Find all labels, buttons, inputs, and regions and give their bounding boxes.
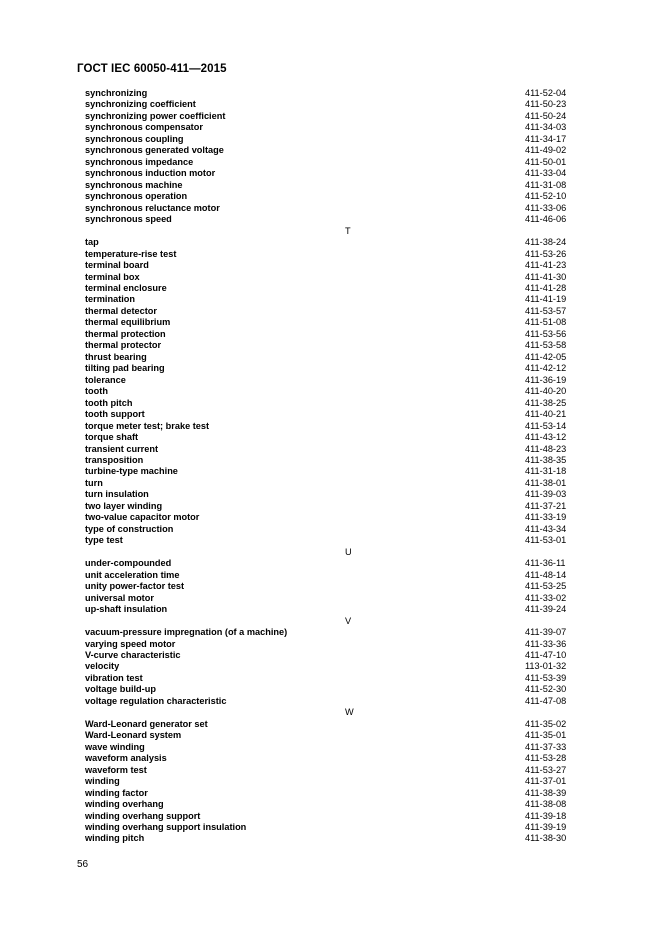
entry-term: voltage build-up <box>85 684 156 695</box>
entry-code: 411-34-03 <box>525 122 567 133</box>
index-entry <box>85 421 571 432</box>
entry-term: synchronous coupling <box>85 133 184 144</box>
index-entry <box>85 558 571 569</box>
document-header: ГОСТ IEC 60050-411—2015 <box>77 63 227 75</box>
index-entry <box>85 501 571 512</box>
entry-term: vibration test <box>85 672 143 683</box>
entry-code: 411-53-58 <box>525 340 567 351</box>
entry-code: 411-39-03 <box>525 489 567 500</box>
entry-term: synchronous compensator <box>85 122 203 133</box>
index-entry <box>85 352 571 363</box>
entry-term: synchronizing <box>85 88 148 98</box>
index-entry <box>85 811 571 822</box>
entry-code: 411-43-34 <box>525 523 567 534</box>
section-letter: V <box>345 615 352 626</box>
index-entry <box>85 329 571 340</box>
entry-code: 411-52-30 <box>525 684 567 695</box>
entry-term: under-compounded <box>85 558 172 569</box>
index-entry <box>85 191 571 202</box>
entry-term: tilting pad bearing <box>85 363 165 374</box>
entry-code: 411-38-30 <box>525 833 567 844</box>
entry-term: thrust bearing <box>85 351 147 362</box>
entry-term: torque meter test; brake test <box>85 420 210 431</box>
entry-code: 411-48-23 <box>525 443 567 454</box>
entry-code: 411-53-39 <box>525 672 567 683</box>
index-entry <box>85 432 571 443</box>
entry-code: 411-37-21 <box>525 500 567 511</box>
index-entry <box>85 145 571 156</box>
entry-term: tolerance <box>85 374 126 385</box>
entry-code: 411-39-18 <box>525 810 567 821</box>
entry-code: 411-52-10 <box>525 191 567 202</box>
entry-code: 411-35-02 <box>525 718 567 729</box>
entry-code: 411-38-25 <box>525 397 567 408</box>
entry-term: vacuum-pressure impregnation (of a machine) <box>85 627 288 638</box>
entry-term: termination <box>85 294 136 305</box>
entry-term: terminal enclosure <box>85 282 167 293</box>
index-entry <box>85 375 571 386</box>
index-entry <box>85 203 571 214</box>
index-entry <box>85 639 571 650</box>
entry-code: 411-41-30 <box>525 271 567 282</box>
index-entry <box>85 294 571 305</box>
entry-term: transposition <box>85 455 144 465</box>
entry-term: winding <box>85 776 120 787</box>
entry-code: 411-49-02 <box>525 145 567 156</box>
entry-code: 411-53-26 <box>525 248 567 259</box>
entry-code: 411-40-20 <box>525 386 567 397</box>
index-entry <box>85 776 571 787</box>
entry-term: thermal protector <box>85 340 162 351</box>
entry-term: synchronous speed <box>85 214 172 225</box>
entry-term: type of construction <box>85 523 174 534</box>
index-entry <box>85 99 571 110</box>
entry-code: 411-34-17 <box>525 133 567 144</box>
entry-code: 113-01-32 <box>525 661 567 672</box>
entry-term: terminal box <box>85 271 140 282</box>
entry-code: 411-51-08 <box>525 317 567 328</box>
entry-term: thermal equilibrium <box>85 317 171 328</box>
entry-term: synchronizing coefficient <box>85 99 196 110</box>
entry-code: 411-42-12 <box>525 363 567 374</box>
entry-term: turn <box>85 477 103 488</box>
entry-term: synchronous machine <box>85 179 183 190</box>
entry-code: 411-36-19 <box>525 374 567 385</box>
entry-code: 411-47-10 <box>525 649 567 660</box>
index-entry <box>85 719 571 730</box>
index-entry <box>85 466 571 477</box>
entry-term: Ward-Leonard generator set <box>85 718 208 729</box>
section-letter: T <box>345 225 351 236</box>
entry-code: 411-53-14 <box>525 420 567 431</box>
index-entry <box>85 604 571 615</box>
index-entry <box>85 512 571 523</box>
entry-code: 411-43-12 <box>525 432 567 443</box>
index-entry <box>85 249 571 260</box>
index-entry <box>85 409 571 420</box>
entry-term: transient current <box>85 443 159 454</box>
index-entry <box>85 237 571 248</box>
entry-term: universal motor <box>85 592 154 603</box>
entry-term: unit acceleration time <box>85 569 180 580</box>
entry-code: 411-37-33 <box>525 741 567 752</box>
index-entry <box>85 88 571 99</box>
index-entry <box>85 478 571 489</box>
section-letter-row <box>85 226 571 237</box>
entry-code: 411-53-28 <box>525 753 567 764</box>
page-number: 56 <box>77 859 89 870</box>
entry-term: synchronous reluctance motor <box>85 202 220 213</box>
entry-term: waveform analysis <box>85 753 167 764</box>
entry-term: waveform test <box>85 764 147 775</box>
section-letter: W <box>345 707 354 718</box>
section-letter-row <box>85 616 571 627</box>
index-entry <box>85 283 571 294</box>
index-entry <box>85 696 571 707</box>
entry-code: 411-53-27 <box>525 764 567 775</box>
index-entry <box>85 272 571 283</box>
index-entry <box>85 593 571 604</box>
entry-term: temperature-rise test <box>85 248 177 259</box>
index-entry <box>85 753 571 764</box>
section-letter-row <box>85 707 571 718</box>
entry-code: 411-38-35 <box>525 455 567 465</box>
index-entry <box>85 833 571 844</box>
entry-term: synchronous generated voltage <box>85 145 224 156</box>
index-entry <box>85 111 571 122</box>
entry-code: 411-42-05 <box>525 351 567 362</box>
index-entry <box>85 214 571 225</box>
index-entry <box>85 730 571 741</box>
entry-code: 411-33-04 <box>525 168 567 179</box>
entry-term: unity power-factor test <box>85 581 185 592</box>
entry-term: type test <box>85 535 123 546</box>
entry-code: 411-39-07 <box>525 627 567 638</box>
entry-term: velocity <box>85 661 120 672</box>
index-entry <box>85 180 571 191</box>
entry-code: 411-53-56 <box>525 328 567 339</box>
entry-term: terminal board <box>85 260 149 271</box>
index-entry <box>85 524 571 535</box>
entry-term: voltage regulation characteristic <box>85 695 227 706</box>
entry-term: winding overhang support <box>85 810 201 821</box>
index-entry <box>85 822 571 833</box>
index-entry <box>85 444 571 455</box>
entry-code: 411-33-02 <box>525 592 567 603</box>
entry-code: 411-31-08 <box>525 179 567 190</box>
entry-code: 411-35-01 <box>525 730 567 741</box>
index-entry <box>85 398 571 409</box>
entry-code: 411-50-01 <box>525 156 567 167</box>
entry-term: winding factor <box>85 787 148 798</box>
entry-term: tooth pitch <box>85 397 133 408</box>
entry-code: 411-39-19 <box>525 822 567 832</box>
index-entry <box>85 788 571 799</box>
index-entry <box>85 489 571 500</box>
entry-code: 411-52-04 <box>525 88 567 98</box>
entry-term: thermal detector <box>85 305 157 316</box>
index-entry <box>85 340 571 351</box>
entry-code: 411-50-23 <box>525 99 567 110</box>
entry-code: 411-47-08 <box>525 695 567 706</box>
index-entry <box>85 765 571 776</box>
index-entry <box>85 363 571 374</box>
section-letter: U <box>345 546 352 557</box>
index-entry <box>85 168 571 179</box>
index-entry <box>85 386 571 397</box>
index-entry <box>85 570 571 581</box>
index-entry <box>85 627 571 638</box>
index-entry <box>85 306 571 317</box>
index-entry <box>85 650 571 661</box>
entry-term: tooth <box>85 386 108 397</box>
entry-code: 411-39-24 <box>525 604 567 615</box>
index-entry <box>85 134 571 145</box>
entry-term: torque shaft <box>85 432 139 443</box>
entry-code: 411-41-23 <box>525 260 567 271</box>
entry-term: tap <box>85 237 99 248</box>
entry-code: 411-41-19 <box>525 294 567 305</box>
index-entry <box>85 684 571 695</box>
entry-term: V-curve characteristic <box>85 649 181 660</box>
entry-code: 411-53-25 <box>525 581 567 592</box>
entry-code: 411-38-01 <box>525 477 567 488</box>
entry-term: turn insulation <box>85 489 149 500</box>
index-entry <box>85 661 571 672</box>
entry-term: Ward-Leonard system <box>85 730 182 741</box>
entry-code: 411-40-21 <box>525 409 567 420</box>
entry-code: 411-38-39 <box>525 787 567 798</box>
entry-term: thermal protection <box>85 328 166 339</box>
entry-term: wave winding <box>85 741 145 752</box>
entry-code: 411-46-06 <box>525 214 567 225</box>
entry-code: 411-53-01 <box>525 535 567 546</box>
index-entry <box>85 581 571 592</box>
entry-code: 411-33-19 <box>525 512 567 523</box>
entry-code: 411-36-11 <box>525 558 566 569</box>
entry-term: turbine-type machine <box>85 466 178 477</box>
entry-term: synchronous impedance <box>85 156 194 167</box>
entry-code: 411-48-14 <box>525 569 567 580</box>
entry-term: two-value capacitor motor <box>85 512 200 523</box>
entry-code: 411-38-08 <box>525 799 567 810</box>
entry-term: winding overhang <box>85 799 164 810</box>
index-entry <box>85 535 571 546</box>
entry-code: 411-31-18 <box>525 466 567 477</box>
index-entry <box>85 673 571 684</box>
index-entry <box>85 157 571 168</box>
entry-term: winding overhang support insulation <box>85 822 247 832</box>
entry-code: 411-33-06 <box>525 202 567 213</box>
entry-code: 411-37-01 <box>525 776 567 787</box>
entry-code: 411-38-24 <box>525 237 567 248</box>
index-entry <box>85 455 571 466</box>
index-entry <box>85 260 571 271</box>
entry-term: up-shaft insulation <box>85 604 168 615</box>
index-entry <box>85 742 571 753</box>
entry-term: winding pitch <box>85 833 145 844</box>
section-letter-row <box>85 547 571 558</box>
entry-term: synchronous operation <box>85 191 188 202</box>
index-entry <box>85 122 571 133</box>
index-list <box>85 88 571 845</box>
index-entry <box>85 799 571 810</box>
entry-term: two layer winding <box>85 500 163 511</box>
entry-term: synchronizing power coefficient <box>85 110 226 121</box>
entry-code: 411-50-24 <box>525 110 567 121</box>
entry-term: varying speed motor <box>85 638 176 649</box>
entry-code: 411-53-57 <box>525 305 567 316</box>
index-entry <box>85 317 571 328</box>
entry-code: 411-41-28 <box>525 282 567 293</box>
entry-term: synchronous induction motor <box>85 168 216 179</box>
entry-term: tooth support <box>85 409 145 420</box>
entry-code: 411-33-36 <box>525 638 567 649</box>
